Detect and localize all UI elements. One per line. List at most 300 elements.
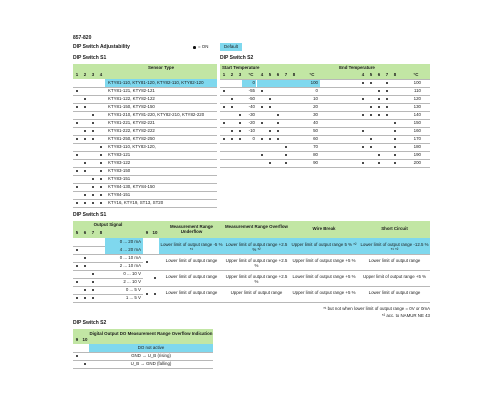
end-temp-row-right[interactable] <box>323 127 430 135</box>
sensor-row[interactable] <box>73 127 217 135</box>
end-col-3: 6 <box>377 72 381 78</box>
row-divider <box>220 135 430 136</box>
on-dot <box>100 178 103 181</box>
end-temp-row[interactable] <box>257 135 320 143</box>
sensor-row[interactable] <box>73 143 217 151</box>
end-temp-value: 180 <box>413 144 421 149</box>
end-temp-row-right[interactable] <box>323 87 430 95</box>
signal-row[interactable] <box>73 238 143 246</box>
signal-label: 0 ... 20 mA <box>119 239 141 244</box>
sensor-row[interactable] <box>73 167 217 175</box>
end-temp-row[interactable] <box>257 151 320 159</box>
end-temp-row[interactable] <box>257 95 320 103</box>
on-dot <box>362 162 365 165</box>
on-dot <box>84 130 87 133</box>
end-temp-value: 150 <box>413 120 421 125</box>
sensor-col-row <box>73 72 217 79</box>
signal-row[interactable] <box>73 254 143 262</box>
on-dot <box>92 114 95 117</box>
sensor-row[interactable] <box>73 175 217 183</box>
out-col-10: 10 <box>152 230 158 235</box>
start-temp-value: -30 <box>248 112 255 117</box>
sensor-row[interactable] <box>73 87 217 95</box>
sensor-row[interactable] <box>73 135 217 143</box>
signal-label: 0 ... 10 V <box>123 271 141 276</box>
start-temp-value: -20 <box>248 120 255 125</box>
digital-output-table <box>73 329 213 369</box>
end-temp-row-right[interactable] <box>323 151 430 159</box>
on-dot <box>239 122 242 125</box>
on-dot-icon <box>193 46 196 49</box>
on-dot <box>269 162 272 165</box>
error-cell: Upper limit of output range +5 % <box>292 257 356 263</box>
on-dot <box>362 130 365 133</box>
on-dot <box>146 261 149 264</box>
on-dot <box>231 106 234 109</box>
end-col-1: 4 <box>361 72 365 78</box>
legend-on-label: = ON <box>198 44 209 50</box>
sensor-label: KTY81-221, KTY82-221 <box>108 120 155 125</box>
on-dot <box>261 106 264 109</box>
sensor-label: KTY83-151 <box>108 176 131 181</box>
sensor-row[interactable] <box>73 111 217 119</box>
sensor-label: KTY84-151 <box>108 192 131 197</box>
short-circuit-header: Short Circuit <box>381 226 408 231</box>
on-dot <box>84 202 87 205</box>
sensor-row[interactable] <box>73 191 217 199</box>
legend-on <box>190 44 215 51</box>
start-temp-row[interactable] <box>220 79 256 87</box>
end-col-2: 5 <box>369 72 373 78</box>
signal-row[interactable] <box>73 278 143 286</box>
on-dot <box>92 194 95 197</box>
on-dot <box>76 106 79 109</box>
end-temp-value: 200 <box>413 160 421 165</box>
on-dot <box>370 114 373 117</box>
signal-label: 2 ... 10 mA <box>119 263 141 268</box>
on-dot <box>285 146 288 149</box>
start-temp-value: 0 <box>252 136 255 141</box>
on-dot <box>239 130 242 133</box>
on-dot <box>362 98 365 101</box>
on-dot <box>231 130 234 133</box>
start-temp-row[interactable] <box>220 135 256 143</box>
end-temp-value: 190 <box>413 152 421 157</box>
row-divider <box>220 143 430 144</box>
wire-break-header: Wire Break <box>312 226 336 231</box>
digital-header-row <box>73 329 213 344</box>
on-dot <box>92 178 95 181</box>
error-cell: Upper limit of output range +2.5 % <box>225 257 288 268</box>
on-dot <box>100 202 103 205</box>
row-divider <box>220 103 430 104</box>
on-dot <box>370 106 373 109</box>
on-dot <box>100 162 103 165</box>
on-dot <box>92 130 95 133</box>
end-temp-value: 160 <box>413 128 421 133</box>
output-header-row <box>73 221 430 238</box>
on-dot <box>370 138 373 141</box>
temp-header-row <box>220 64 430 72</box>
error-mode-row[interactable] <box>143 254 430 270</box>
on-dot <box>92 122 95 125</box>
end-col-4: 7 <box>385 72 389 78</box>
start-temp-row[interactable] <box>220 87 256 95</box>
signal-row[interactable] <box>73 270 143 278</box>
end-temp-row-right[interactable] <box>323 143 430 151</box>
row-divider <box>220 95 430 96</box>
on-dot <box>261 138 264 141</box>
end-col-5: 8 <box>393 72 397 78</box>
s2-temp-title: DIP Switch S2 <box>220 55 254 61</box>
on-dot <box>92 273 95 276</box>
on-dot <box>100 154 103 157</box>
row-divider <box>73 302 143 303</box>
on-dot <box>269 98 272 101</box>
end-temp-header: End Temperature <box>339 64 375 70</box>
end-temp-value: 20 <box>313 104 318 109</box>
on-dot <box>362 82 365 85</box>
on-dot <box>76 186 79 189</box>
error-cell: Lower limit of output range <box>368 289 421 295</box>
end-temp-row[interactable] <box>257 143 320 151</box>
end-temp-value: 170 <box>413 136 421 141</box>
start-col-2: 3 <box>238 72 242 78</box>
error-cell: Lower limit of output range +2.5 % *² <box>225 241 288 252</box>
on-dot <box>269 106 272 109</box>
end-temp-value: 80 <box>313 152 318 157</box>
on-dot <box>394 138 397 141</box>
sensor-label: KTY83-121 <box>108 152 131 157</box>
row-divider <box>143 302 430 303</box>
digital-label: GND → U_B (rising) <box>131 353 171 358</box>
on-dot <box>84 162 87 165</box>
end-temp-value: 100 <box>310 80 318 85</box>
error-cell: Upper limit of output range 5 % *² <box>291 241 357 247</box>
digital-row[interactable] <box>73 344 213 352</box>
sensor-row[interactable] <box>73 159 217 167</box>
on-dot <box>277 138 280 141</box>
on-dot <box>84 170 87 173</box>
error-cell: Upper limit of output range +2.5 % <box>225 273 288 284</box>
end-temp-row[interactable] <box>257 119 320 127</box>
signal-label: 0 ... 10 mA <box>119 255 141 260</box>
sensor-label: KTY84-130, KTY84-150 <box>108 184 155 189</box>
on-dot <box>285 154 288 157</box>
on-dot <box>100 170 103 173</box>
on-dot <box>76 122 79 125</box>
end-temp-value: 0 <box>315 88 318 93</box>
end-temp-row[interactable] <box>257 103 320 111</box>
on-dot <box>76 297 79 300</box>
digital-label: U_B → GND (falling) <box>130 361 172 366</box>
output-signal-table <box>73 221 430 303</box>
end-temp-value: 30 <box>313 112 318 117</box>
signal-label: 4 ... 20 mA <box>119 247 141 252</box>
on-dot <box>394 122 397 125</box>
on-dot <box>378 90 381 93</box>
row-divider <box>220 159 430 160</box>
digital-label: DO not active <box>137 345 165 350</box>
on-dot <box>154 293 157 296</box>
end-col-6: °C <box>413 72 419 78</box>
sensor-type-table <box>73 64 217 208</box>
start-col-6: 6 <box>276 72 280 78</box>
row-divider <box>220 167 430 168</box>
end-temp-value: 70 <box>313 144 318 149</box>
sensor-row[interactable] <box>73 119 217 127</box>
page-subtitle: DIP Switch Adjustability <box>73 44 130 50</box>
out-col-7: 7 <box>91 230 95 235</box>
on-dot <box>154 277 157 280</box>
on-dot <box>84 257 87 260</box>
end-temp-value: 130 <box>413 104 421 109</box>
end-temp-row-right[interactable] <box>323 119 430 127</box>
error-cell: Lower limit of output range <box>165 257 218 263</box>
on-dot <box>84 289 87 292</box>
footnote-1: *¹ but not when lower limit of output range = 0V or 0mA <box>323 306 430 311</box>
on-dot <box>269 130 272 133</box>
start-temp-header: Start Temperature <box>222 64 260 70</box>
output-signal-header: Output Signal <box>93 222 123 227</box>
signal-label: 1 ... 5 V <box>125 295 141 300</box>
end-temp-row-right[interactable] <box>323 79 430 87</box>
on-dot <box>277 122 280 125</box>
row-divider <box>73 207 217 208</box>
on-dot <box>76 249 79 252</box>
end-col-0: °C <box>309 72 315 78</box>
end-temp-value: 90 <box>313 160 318 165</box>
product-code: 857-820 <box>73 35 92 41</box>
error-cell: Lower limit of output range -5 % *¹ <box>160 241 223 252</box>
sensor-row[interactable] <box>73 79 217 87</box>
start-col-5: 5 <box>268 72 272 78</box>
signal-row[interactable] <box>73 246 143 254</box>
on-dot <box>285 162 288 165</box>
end-temp-row-right[interactable] <box>323 111 430 119</box>
on-dot <box>261 90 264 93</box>
row-divider <box>220 119 430 120</box>
on-dot <box>223 138 226 141</box>
sensor-row[interactable] <box>73 95 217 103</box>
row-divider <box>220 151 430 152</box>
on-dot <box>92 202 95 205</box>
on-dot <box>84 138 87 141</box>
end-temp-row[interactable] <box>257 127 320 135</box>
end-temp-value: 60 <box>313 136 318 141</box>
start-col-3: °C <box>248 72 254 78</box>
on-dot <box>277 130 280 133</box>
out-col-5: 5 <box>75 230 79 235</box>
end-temp-row-right[interactable] <box>323 95 430 103</box>
signal-row[interactable] <box>73 294 143 302</box>
on-dot <box>231 138 234 141</box>
on-dot <box>239 114 242 117</box>
error-cell: Lower limit of output range <box>165 273 218 279</box>
error-cell: Upper limit of output range +5 % <box>292 289 356 295</box>
on-dot <box>378 106 381 109</box>
error-mode-row[interactable] <box>143 270 430 286</box>
sensor-label: KTY83-122 <box>108 160 131 165</box>
row-divider <box>220 127 430 128</box>
out-col-6: 6 <box>83 230 87 235</box>
out-col-8: 8 <box>99 230 103 235</box>
s2-digital-title: DIP Switch S2 <box>73 320 107 326</box>
sensor-label: KTY81-150, KTY82-150 <box>108 104 155 109</box>
row-divider <box>73 368 213 369</box>
end-temp-value: 10 <box>313 96 318 101</box>
on-dot <box>84 297 87 300</box>
on-dot <box>84 194 87 197</box>
signal-row[interactable] <box>73 286 143 294</box>
end-temp-value: 50 <box>313 128 318 133</box>
error-mode-row[interactable] <box>143 238 430 254</box>
error-cell: Upper limit of output range +5 % <box>362 273 427 279</box>
end-temp-value: 110 <box>414 88 421 93</box>
sensor-label: KTY81-110, KTY81-120, KTY82-110, KTY82-120 <box>108 80 204 85</box>
sensor-label: KTY81-210, KTY81-220, KTY82-210, KTY82-220 <box>108 112 205 117</box>
signal-label: 0 ... 5 V <box>125 287 141 292</box>
start-col-8: 8 <box>292 72 296 78</box>
row-divider <box>220 79 430 80</box>
start-temp-row[interactable] <box>220 111 256 119</box>
digital-row[interactable] <box>73 352 213 360</box>
start-temp-value: -40 <box>248 104 255 109</box>
end-temp-value: 100 <box>413 80 421 85</box>
on-dot <box>76 154 79 157</box>
on-dot <box>92 281 95 284</box>
on-dot <box>378 162 381 165</box>
on-dot <box>92 297 95 300</box>
on-dot <box>394 130 397 133</box>
on-dot <box>386 82 389 85</box>
start-col-4: 4 <box>260 72 264 78</box>
start-temp-row[interactable] <box>220 119 256 127</box>
sensor-row[interactable] <box>73 151 217 159</box>
temp-col-row <box>220 72 430 79</box>
on-dot <box>239 138 242 141</box>
end-temp-row-right[interactable] <box>323 159 430 167</box>
sensor-header-row <box>73 64 217 72</box>
row-divider <box>220 87 430 88</box>
on-dot <box>370 82 373 85</box>
error-cell: Upper limit of output range <box>230 289 283 295</box>
temperature-table <box>220 64 430 168</box>
on-dot <box>386 90 389 93</box>
sensor-label: KTY81-222, KTY82-222 <box>108 128 155 133</box>
underflow-header: Measurement Range Underflow <box>170 224 213 234</box>
on-dot <box>223 90 226 93</box>
sensor-label: KTY81-121, KTY82-121 <box>108 88 155 93</box>
sensor-label: KTY83-110, KTY83-120, <box>108 144 156 149</box>
on-dot <box>76 281 79 284</box>
end-temp-value: 40 <box>313 120 318 125</box>
on-dot <box>362 114 365 117</box>
on-dot <box>261 154 264 157</box>
overflow-header: Measurement Range Overflow <box>225 224 288 229</box>
footnote-2: *² acc. to NAMUR NE 43 <box>381 313 430 318</box>
end-temp-row-right[interactable] <box>323 103 430 111</box>
sensor-col-3: 3 <box>91 72 95 78</box>
on-dot <box>92 138 95 141</box>
end-temp-row[interactable] <box>257 87 320 95</box>
signal-label: 2 ... 10 V <box>123 279 141 284</box>
on-dot <box>76 90 79 93</box>
on-dot <box>76 170 79 173</box>
on-dot <box>386 106 389 109</box>
on-dot <box>76 265 79 268</box>
on-dot <box>100 146 103 149</box>
sensor-col-1: 1 <box>75 72 79 78</box>
sensor-row[interactable] <box>73 199 217 207</box>
start-temp-row[interactable] <box>220 127 256 135</box>
sensor-row[interactable] <box>73 103 217 111</box>
sensor-row[interactable] <box>73 183 217 191</box>
sensor-label: KTY81-250, KTY82-250 <box>108 136 155 141</box>
signal-row[interactable] <box>73 262 143 270</box>
start-temp-row[interactable] <box>220 95 256 103</box>
on-dot <box>84 265 87 268</box>
on-dot <box>223 106 226 109</box>
start-temp-value: 0 <box>252 80 255 85</box>
legend-default-badge: Default <box>220 43 242 51</box>
start-col-7: 7 <box>284 72 288 78</box>
error-cell: Lower limit of output range <box>165 289 218 295</box>
end-temp-row-right[interactable] <box>323 135 430 143</box>
on-dot <box>84 106 87 109</box>
error-mode-row[interactable] <box>143 286 430 302</box>
error-cell: Lower limit of output range -12.5 % *¹ *² <box>360 241 429 252</box>
on-dot <box>84 98 87 101</box>
digital-row[interactable] <box>73 360 213 368</box>
on-dot <box>100 186 103 189</box>
start-temp-row[interactable] <box>220 103 256 111</box>
on-dot <box>76 355 79 358</box>
dig-col-10: 10 <box>82 337 88 342</box>
on-dot <box>100 194 103 197</box>
on-dot <box>394 154 397 157</box>
dig-col-9: 9 <box>75 337 79 342</box>
s1-output-title: DIP Switch S1 <box>73 212 107 218</box>
end-temp-row[interactable] <box>257 79 320 87</box>
on-dot <box>269 138 272 141</box>
out-col-9: 9 <box>145 230 149 235</box>
row-divider <box>220 111 430 112</box>
s1-sensor-title: DIP Switch S1 <box>73 55 107 61</box>
start-temp-value: -55 <box>248 88 255 93</box>
on-dot <box>76 202 79 205</box>
on-dot <box>92 289 95 292</box>
on-dot <box>231 98 234 101</box>
on-dot <box>394 146 397 149</box>
start-col-0: 1 <box>222 72 226 78</box>
sensor-col-4: 4 <box>99 72 103 78</box>
sensor-col-2: 2 <box>83 72 87 78</box>
end-temp-value: 140 <box>413 112 421 117</box>
end-temp-row[interactable] <box>257 159 320 167</box>
start-temp-value: -10 <box>248 128 255 133</box>
error-cell: Lower limit of output range <box>368 257 421 263</box>
on-dot <box>92 186 95 189</box>
sensor-type-header: Sensor Type <box>147 64 175 70</box>
on-dot <box>378 114 381 117</box>
error-cell: Lower limit of output range +5 % <box>292 273 356 279</box>
on-dot <box>378 154 381 157</box>
sensor-label: KTY83-150 <box>108 168 131 173</box>
end-temp-value: 120 <box>413 96 421 101</box>
on-dot <box>362 146 365 149</box>
end-temp-row[interactable] <box>257 111 320 119</box>
